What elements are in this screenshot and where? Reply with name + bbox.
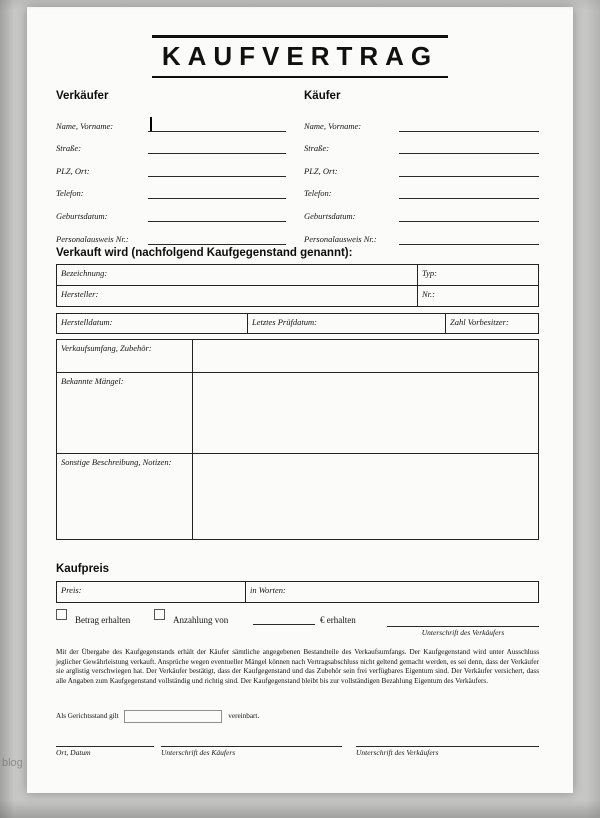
notizen-label-cell: [57, 454, 193, 540]
seller-street-input[interactable]: [148, 139, 286, 154]
umfang-input-area[interactable]: [193, 340, 539, 373]
title-block: [152, 35, 448, 78]
buyer-street-input[interactable]: [399, 139, 539, 154]
text-cursor: [150, 117, 152, 131]
seller-field-row: [56, 132, 286, 155]
object-table-3: [56, 339, 539, 540]
seller-field-row: [56, 109, 286, 132]
cell-label: Bezeichnung:: [61, 268, 108, 278]
field-label: Personalausweis Nr.:: [304, 233, 377, 244]
cell-label: Sonstige Beschreibung, Notizen:: [61, 457, 172, 467]
seller-name-input[interactable]: [148, 117, 286, 132]
buyer-city-input[interactable]: [399, 162, 539, 177]
buyer-field-row: [304, 222, 539, 245]
umfang-label-cell: [57, 340, 193, 373]
buyer-phone-input[interactable]: [399, 184, 539, 199]
gerichtsstand-row: [56, 710, 539, 723]
ort-datum-line[interactable]: [56, 733, 154, 747]
ort-datum-label: Ort, Datum: [56, 748, 91, 757]
object-table-1: [56, 264, 539, 307]
price-heading: Kaufpreis: [56, 563, 110, 575]
cell-label: Bekannte Mängel:: [61, 376, 124, 386]
gerichtsstand-suffix: vereinbart.: [228, 712, 260, 721]
object-table-2: [56, 313, 539, 334]
seller-birthdate-input[interactable]: [148, 207, 286, 222]
anzahlung-amount-input[interactable]: [253, 612, 315, 625]
cell-label: in Worten:: [250, 585, 286, 595]
seller-signature-label-bottom: Unterschrift des Verkäufers: [356, 748, 439, 757]
cell-label: Typ:: [422, 268, 437, 278]
buyer-section: [304, 90, 539, 245]
buyer-signature-line[interactable]: [161, 733, 342, 747]
euro-erhalten-label: € erhalten: [320, 615, 356, 625]
field-label: Telefon:: [304, 188, 332, 199]
seller-field-row: [56, 177, 286, 200]
legal-paragraph: Mit der Übergabe des Kaufgegenstands erhält der Käufer sämtliche angegebenen Bestandteile des Verkaufsumfangs. Der Kaufgegenstand wird unter Ausschluss jeglicher Gewährleistung verkauft. Ansprüche wegen eventueller Mängel können nach Vertragsabschluss nicht geltend gemacht werden, es sei denn, dass der Verkäufer sie arglistig verschwiegen hat. Der Verkäufer bestätigt, dass der Kaufgegenstand und das Zubehör sein frei verfügbares Eigentum sind. Der Verkäufer versichert, dass alle Angaben zum Kaufgegenstand vollständig und richtig sind. Der Kaufgegenstand bleibt bis zur vollständigen Bezahlung Eigentum des Verkäufers.: [56, 648, 539, 685]
bezeichnung-cell[interactable]: [57, 265, 418, 286]
in-worten-cell[interactable]: [246, 582, 539, 603]
seller-field-row: [56, 154, 286, 177]
watermark-text: blog: [2, 757, 23, 769]
field-label: PLZ, Ort:: [304, 165, 338, 176]
buyer-field-row: [304, 199, 539, 222]
nr-cell[interactable]: [418, 286, 539, 307]
seller-heading: Verkäufer: [56, 90, 109, 102]
notizen-input-area[interactable]: [193, 454, 539, 540]
pruefdatum-cell[interactable]: [248, 314, 446, 334]
field-label: Geburtsdatum:: [56, 210, 108, 221]
contract-page: [27, 7, 573, 793]
object-section-heading: Verkauft wird (nachfolgend Kaufgegenstand genannt):: [56, 247, 353, 259]
hersteller-cell[interactable]: [57, 286, 418, 307]
buyer-name-input[interactable]: [399, 117, 539, 132]
maengel-label-cell: [57, 373, 193, 454]
cell-label: Hersteller:: [61, 289, 99, 299]
gerichtsstand-input[interactable]: [124, 710, 222, 723]
cell-label: Herstelldatum:: [61, 317, 113, 327]
buyer-id-input[interactable]: [399, 230, 539, 245]
field-label: Personalausweis Nr.:: [56, 233, 129, 244]
field-label: Geburtsdatum:: [304, 210, 356, 221]
seller-section: [56, 90, 286, 245]
seller-signature-line-bottom[interactable]: [356, 733, 539, 747]
cell-label: Zahl Vorbesitzer:: [450, 317, 509, 327]
buyer-field-row: [304, 132, 539, 155]
betrag-erhalten-label: Betrag erhalten: [75, 615, 131, 625]
cell-label: Preis:: [61, 585, 82, 595]
buyer-birthdate-input[interactable]: [399, 207, 539, 222]
maengel-input-area[interactable]: [193, 373, 539, 454]
seller-signature-label-top: Unterschrift des Verkäufers: [421, 628, 505, 637]
buyer-field-row: [304, 154, 539, 177]
anzahlung-checkbox[interactable]: [154, 609, 165, 620]
buyer-signature-label: Unterschrift des Käufers: [161, 748, 236, 757]
field-label: Telefon:: [56, 188, 84, 199]
seller-city-input[interactable]: [148, 162, 286, 177]
seller-field-row: [56, 222, 286, 245]
price-table: [56, 581, 539, 603]
buyer-field-row: [304, 109, 539, 132]
buyer-heading: Käufer: [304, 90, 341, 102]
gerichtsstand-prefix: Als Gerichtsstand gilt: [56, 712, 119, 721]
preis-cell[interactable]: [57, 582, 246, 603]
seller-id-input[interactable]: [148, 230, 286, 245]
anzahlung-label: Anzahlung von: [173, 615, 229, 625]
buyer-field-row: [304, 177, 539, 200]
field-label: Straße:: [56, 143, 82, 154]
herstelldatum-cell[interactable]: [57, 314, 248, 334]
seller-field-row: [56, 199, 286, 222]
typ-cell[interactable]: [418, 265, 539, 286]
field-label: Name, Vorname:: [304, 120, 362, 131]
seller-signature-line-top[interactable]: [387, 613, 539, 627]
field-label: PLZ, Ort:: [56, 165, 90, 176]
betrag-erhalten-checkbox[interactable]: [56, 609, 67, 620]
seller-phone-input[interactable]: [148, 184, 286, 199]
page-title: KAUFVERTRAG: [161, 41, 439, 71]
cell-label: Letztes Prüfdatum:: [252, 317, 317, 327]
vorbesitzer-cell[interactable]: [446, 314, 539, 334]
cell-label: Nr.:: [422, 289, 435, 299]
cell-label: Verkaufsumfang, Zubehör:: [61, 343, 152, 353]
field-label: Name, Vorname:: [56, 120, 114, 131]
field-label: Straße:: [304, 143, 330, 154]
